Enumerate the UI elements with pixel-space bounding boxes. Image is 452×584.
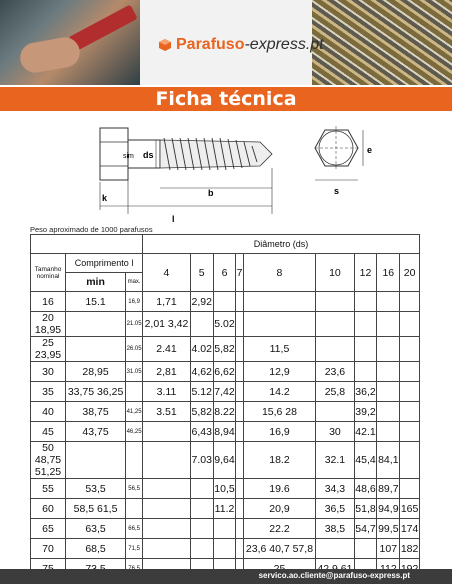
weight-cell-20: 182 [400, 539, 420, 559]
weight-cell-5: 2,92 [190, 292, 213, 312]
weight-cell-7 [236, 479, 243, 499]
weight-cell-10: 30 [316, 422, 354, 442]
length-max-cell [126, 499, 143, 519]
table-row [31, 312, 420, 337]
weight-cell-6: 10,5 [213, 479, 236, 499]
nominal-size-cell: 70 [31, 539, 66, 559]
weight-cell-6: 8.22 [213, 402, 236, 422]
weight-cell-4: 2,81 [143, 362, 191, 382]
header-banner [0, 0, 452, 85]
weight-cell-6: 11.2 [213, 499, 236, 519]
weight-cell-12: 45,4 [354, 442, 377, 479]
header-photo-tools [0, 0, 140, 85]
weight-cell-7 [236, 539, 243, 559]
weight-cell-8: 12,9 [243, 362, 316, 382]
table-row [31, 337, 420, 362]
weight-cell-4 [143, 519, 191, 539]
weight-cell-6: 7,42 [213, 382, 236, 402]
diam-8: 8 [243, 254, 316, 292]
length-max-cell: 66,5 [126, 519, 143, 539]
weight-cell-7 [236, 402, 243, 422]
weight-cell-12: 39,2 [354, 402, 377, 422]
weight-cell-16 [377, 292, 400, 312]
length-header: Comprimento l [66, 254, 143, 273]
svg-text:l: l [172, 214, 175, 224]
diam-16: 16 [377, 254, 400, 292]
table-row [31, 382, 420, 402]
svg-text:ds: ds [143, 150, 154, 160]
length-min-cell: 58,5 61,5 [66, 499, 126, 519]
weight-cell-8: 20,9 [243, 499, 316, 519]
weight-cell-16: 94,9 [377, 499, 400, 519]
weight-cell-10: 32.1 [316, 442, 354, 479]
weight-cell-6: 9,64 [213, 442, 236, 479]
weight-cell-12 [354, 312, 377, 337]
length-min-cell: 63,5 [66, 519, 126, 539]
weight-cell-4: 1,71 [143, 292, 191, 312]
title-bar [0, 87, 452, 111]
svg-text:s: s [334, 186, 340, 196]
weight-cell-5: 6,43 [190, 422, 213, 442]
length-min-cell: 43,75 [66, 422, 126, 442]
diam-7: 7 [236, 254, 243, 292]
weight-cell-16 [377, 362, 400, 382]
weight-cell-8: 22.2 [243, 519, 316, 539]
brand-logo[interactable]: Parafuso-express.pt [158, 36, 324, 54]
nominal-size-cell: 35 [31, 382, 66, 402]
weight-caption: Peso aproximado de 1000 parafusos [30, 225, 153, 234]
weight-cell-12: 42.1 [354, 422, 377, 442]
length-min-cell: 33,75 36,25 [66, 382, 126, 402]
max-header: max. [126, 273, 143, 292]
weight-cell-7 [236, 519, 243, 539]
length-max-cell: 26.05 [126, 337, 143, 362]
length-min-cell: 38,75 [66, 402, 126, 422]
specifications-table [30, 234, 420, 579]
weight-cell-8: 18.2 [243, 442, 316, 479]
weight-cell-7 [236, 442, 243, 479]
weight-cell-20 [400, 479, 420, 499]
header-photo-screws [312, 0, 452, 85]
weight-cell-5 [190, 499, 213, 519]
length-max-cell: 21.05 [126, 312, 143, 337]
length-max-cell [126, 382, 143, 402]
weight-cell-8 [243, 312, 316, 337]
diam-4: 4 [143, 254, 191, 292]
weight-cell-6: 6,62 [213, 362, 236, 382]
table-row [31, 479, 420, 499]
weight-cell-5: 4,62 [190, 362, 213, 382]
weight-cell-5: 4.02 [190, 337, 213, 362]
weight-cell-20 [400, 292, 420, 312]
weight-cell-4 [143, 499, 191, 519]
weight-cell-16 [377, 402, 400, 422]
weight-cell-12 [354, 292, 377, 312]
nominal-size-cell: 45 [31, 422, 66, 442]
table-row [31, 442, 420, 479]
table-row [31, 539, 420, 559]
weight-cell-7 [236, 292, 243, 312]
weight-cell-6: 5.02 [213, 312, 236, 337]
diam-6: 6 [213, 254, 236, 292]
weight-cell-20 [400, 442, 420, 479]
length-max-cell: 46,25 [126, 422, 143, 442]
footer-bar [0, 569, 452, 584]
weight-cell-16 [377, 337, 400, 362]
weight-cell-20 [400, 337, 420, 362]
weight-cell-5: 5.12 [190, 382, 213, 402]
diameter-header: Diâmetro (ds) [143, 235, 420, 254]
svg-text:k: k [102, 193, 108, 203]
weight-cell-8 [243, 292, 316, 312]
length-min-cell: 15.1 [66, 292, 126, 312]
weight-cell-4: 3.11 [143, 382, 191, 402]
table-row [31, 402, 420, 422]
weight-cell-7 [236, 362, 243, 382]
table-row [31, 499, 420, 519]
weight-cell-6: 8,94 [213, 422, 236, 442]
weight-cell-16 [377, 312, 400, 337]
screw-technical-drawing [80, 118, 390, 228]
weight-cell-10 [316, 292, 354, 312]
table-row [31, 362, 420, 382]
nominal-size-cell: 60 [31, 499, 66, 519]
weight-cell-4 [143, 442, 191, 479]
length-min-cell [66, 442, 126, 479]
length-min-cell [66, 337, 126, 362]
nominal-size-cell: 16 [31, 292, 66, 312]
weight-cell-16 [377, 422, 400, 442]
weight-cell-10: 23,6 [316, 362, 354, 382]
weight-cell-6 [213, 539, 236, 559]
nominal-size-cell: 25 23,95 [31, 337, 66, 362]
table-row [31, 519, 420, 539]
nominal-size-cell: 20 18,95 [31, 312, 66, 337]
weight-cell-5 [190, 312, 213, 337]
weight-cell-10: 34,3 [316, 479, 354, 499]
weight-cell-10 [316, 402, 354, 422]
weight-cell-5: 5,82 [190, 402, 213, 422]
weight-cell-8: 11,5 [243, 337, 316, 362]
svg-text:sim: sim [123, 153, 134, 160]
length-max-cell: 41,25 [126, 402, 143, 422]
weight-cell-10 [316, 337, 354, 362]
weight-cell-16: 84,1 [377, 442, 400, 479]
weight-cell-16: 99,5 [377, 519, 400, 539]
weight-cell-7 [236, 422, 243, 442]
weight-cell-4: 2.41 [143, 337, 191, 362]
length-max-cell [126, 442, 143, 479]
page-title: Ficha técnica [155, 88, 297, 110]
weight-cell-12: 51,8 [354, 499, 377, 519]
weight-cell-10: 38,5 [316, 519, 354, 539]
weight-cell-5: 7.03 [190, 442, 213, 479]
weight-cell-4: 2,01 3,42 [143, 312, 191, 337]
nominal-size-header: Tamanho nominal [31, 254, 66, 292]
length-min-cell: 68,5 [66, 539, 126, 559]
weight-cell-4 [143, 479, 191, 499]
weight-cell-8: 16,9 [243, 422, 316, 442]
weight-cell-4 [143, 422, 191, 442]
weight-cell-12 [354, 539, 377, 559]
weight-cell-16: 107 [377, 539, 400, 559]
weight-cell-5 [190, 519, 213, 539]
weight-cell-7 [236, 382, 243, 402]
weight-cell-16 [377, 382, 400, 402]
weight-cell-20 [400, 312, 420, 337]
weight-cell-10: 36,5 [316, 499, 354, 519]
nominal-size-cell: 65 [31, 519, 66, 539]
length-min-cell: 28,95 [66, 362, 126, 382]
length-min-cell [66, 312, 126, 337]
weight-cell-10 [316, 539, 354, 559]
weight-cell-10 [316, 312, 354, 337]
min-header: min [66, 273, 126, 292]
weight-cell-8: 15,6 28 [243, 402, 316, 422]
table-row [31, 292, 420, 312]
weight-cell-5 [190, 479, 213, 499]
contact-email-link[interactable]: servico.ao.cliente@parafuso-express.pt [258, 571, 410, 580]
weight-cell-7 [236, 312, 243, 337]
length-min-cell: 53,5 [66, 479, 126, 499]
nominal-size-cell: 30 [31, 362, 66, 382]
svg-text:e: e [367, 145, 373, 155]
svg-text:b: b [208, 188, 214, 198]
weight-cell-20 [400, 422, 420, 442]
diam-20: 20 [400, 254, 420, 292]
brand-cube-icon [158, 38, 172, 52]
nominal-size-cell: 55 [31, 479, 66, 499]
weight-cell-8: 23,6 40,7 57,8 [243, 539, 316, 559]
weight-cell-6 [213, 292, 236, 312]
weight-cell-20 [400, 402, 420, 422]
weight-cell-12: 36,2 [354, 382, 377, 402]
weight-cell-8: 14.2 [243, 382, 316, 402]
length-max-cell: 56,5 [126, 479, 143, 499]
diam-5: 5 [190, 254, 213, 292]
weight-cell-12 [354, 362, 377, 382]
diam-10: 10 [316, 254, 354, 292]
table-row [31, 422, 420, 442]
weight-cell-7 [236, 499, 243, 519]
weight-cell-20 [400, 362, 420, 382]
weight-cell-6 [213, 519, 236, 539]
length-max-cell: 31.05 [126, 362, 143, 382]
weight-cell-7 [236, 337, 243, 362]
weight-cell-12: 48,6 [354, 479, 377, 499]
weight-cell-5 [190, 539, 213, 559]
weight-cell-20 [400, 382, 420, 402]
weight-cell-16: 89,7 [377, 479, 400, 499]
weight-cell-12 [354, 337, 377, 362]
length-max-cell: 71,5 [126, 539, 143, 559]
nominal-size-cell: 40 [31, 402, 66, 422]
weight-cell-10: 25,8 [316, 382, 354, 402]
weight-cell-8: 19.6 [243, 479, 316, 499]
weight-cell-20: 165 [400, 499, 420, 519]
weight-cell-12: 54,7 [354, 519, 377, 539]
weight-cell-20: 174 [400, 519, 420, 539]
weight-cell-4: 3.51 [143, 402, 191, 422]
weight-cell-6: 5,82 [213, 337, 236, 362]
length-max-cell: 16,9 [126, 292, 143, 312]
weight-cell-4 [143, 539, 191, 559]
nominal-size-cell: 50 48,75 51,25 [31, 442, 66, 479]
diam-12: 12 [354, 254, 377, 292]
